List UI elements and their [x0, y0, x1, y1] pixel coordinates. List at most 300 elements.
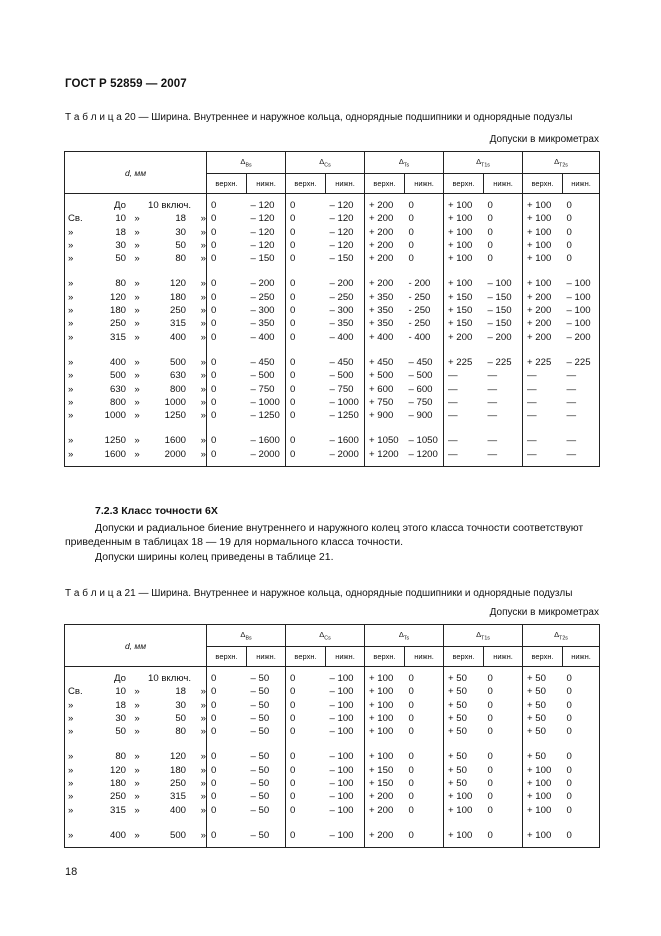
tolerance-value: – 400: [329, 331, 354, 343]
gap-cell: [207, 422, 247, 434]
tolerance-value: + 100: [444, 804, 484, 817]
range-to: 80: [175, 726, 186, 738]
range-prefix: Св.: [68, 213, 83, 225]
tolerance-value: – 500: [250, 370, 275, 382]
delta-subscript: T1s: [481, 162, 490, 169]
range-prefix: »: [68, 712, 74, 724]
tolerance-value: + 100: [523, 226, 563, 239]
tolerance-value: – 300: [250, 305, 275, 317]
tolerance-value: 0: [566, 712, 572, 724]
range-ditto-1: »: [134, 356, 140, 368]
tolerance-value: 0: [487, 829, 493, 841]
spacer-cell: [365, 461, 405, 467]
tolerance-value: - 400: [408, 331, 431, 343]
table-row: [65, 239, 600, 252]
tolerance-value: 0: [408, 213, 414, 225]
group-gap-row: [65, 344, 600, 356]
header-group-4: [523, 625, 600, 647]
range-prefix: »: [68, 226, 74, 238]
tolerance-value: 0: [207, 764, 247, 777]
diameter-range: [65, 448, 207, 461]
range-to: 1250: [164, 410, 186, 422]
tolerance-value: + 50: [523, 750, 563, 763]
range-ditto-1: »: [134, 331, 140, 343]
delta-subscript: Ts: [403, 162, 410, 169]
tolerance-value: 0: [286, 331, 326, 344]
delta-symbol: Δ: [240, 156, 246, 166]
tolerance-value: 0: [207, 434, 247, 447]
header-group-0: [207, 625, 286, 647]
tolerance-value: 0: [207, 277, 247, 290]
diameter-range: [65, 239, 207, 252]
diameter-range-text: [65, 277, 206, 290]
range-from: 10: [115, 213, 126, 225]
range-prefix: [65, 672, 98, 685]
tolerance-value: 0: [286, 317, 326, 330]
range-to: 500: [169, 356, 186, 368]
diameter-range: [65, 317, 207, 330]
diameter-range: [65, 383, 207, 396]
tolerance-value: 0: [408, 673, 414, 684]
tolerance-value: 0: [286, 409, 326, 422]
tolerance-value: 0: [286, 790, 326, 803]
tolerance-value: 0: [566, 226, 572, 238]
range-to: 250: [169, 305, 186, 317]
group-gap-row: [65, 265, 600, 277]
gap-cell: [444, 344, 484, 356]
tolerance-value: + 750: [365, 396, 405, 409]
tolerance-value: —: [444, 369, 484, 382]
tolerance-value: – 500: [408, 370, 433, 382]
tolerance-value: —: [523, 396, 563, 409]
tolerance-value: – 100: [566, 318, 591, 330]
range-prefix: »: [68, 751, 74, 763]
range-ditto-1: »: [134, 686, 140, 698]
tolerance-value: – 1050: [408, 435, 438, 447]
tolerance-value: 0: [286, 252, 326, 265]
tolerance-value: 0: [408, 226, 414, 238]
document-id: ГОСТ Р 52859 — 2007: [65, 78, 187, 90]
gap-cell: [65, 265, 207, 277]
tolerance-value: – 750: [250, 383, 275, 395]
diameter-range: [65, 685, 207, 698]
tolerance-value: —: [444, 383, 484, 396]
range-ditto-1: [126, 199, 148, 212]
diameter-range: [65, 199, 207, 212]
tolerance-value: – 300: [329, 305, 354, 317]
tolerance-value: – 150: [329, 253, 354, 265]
range-ditto-1: »: [134, 712, 140, 724]
spacer-cell: [326, 842, 365, 848]
tolerance-value: + 400: [365, 331, 405, 344]
gap-cell: [207, 738, 247, 750]
tolerance-value: – 50: [250, 751, 270, 763]
range-prefix: »: [68, 278, 74, 290]
tolerance-value: 0: [286, 750, 326, 763]
tolerance-value: + 100: [523, 239, 563, 252]
tolerance-value: 0: [566, 804, 572, 816]
tolerance-value: + 200: [444, 331, 484, 344]
header-group-3: [444, 625, 523, 647]
tolerance-value: + 50: [444, 777, 484, 790]
tolerance-value: —: [444, 448, 484, 461]
tolerance-value: 0: [207, 699, 247, 712]
range-ditto-2: »: [200, 226, 206, 238]
range-ditto-2: »: [200, 213, 206, 225]
table-row: [65, 750, 600, 763]
tolerance-value: – 50: [250, 699, 270, 711]
table-row: [65, 277, 600, 290]
tolerance-value: 0: [566, 673, 572, 684]
gap-cell: [247, 265, 286, 277]
range-ditto-2: »: [200, 751, 206, 763]
gap-cell: [207, 265, 247, 277]
tolerance-value: 0: [408, 699, 414, 711]
range-ditto-2: »: [200, 291, 206, 303]
table-row: [65, 304, 600, 317]
tolerance-value: + 100: [444, 212, 484, 225]
tolerance-value: 0: [286, 672, 326, 685]
tolerance-value: —: [487, 435, 498, 447]
range-from: 250: [109, 791, 126, 803]
tolerance-value: – 200: [329, 278, 354, 290]
tolerance-value: – 50: [250, 726, 270, 738]
tolerance-value: 0: [408, 239, 414, 251]
tolerance-value: 0: [566, 764, 572, 776]
spacer-cell: [247, 461, 286, 467]
tolerance-value: – 100: [487, 278, 512, 290]
group-gap-row: [65, 817, 600, 829]
delta-symbol: Δ: [476, 156, 482, 166]
range-ditto-1: »: [134, 239, 140, 251]
table-row: [65, 252, 600, 265]
tolerance-value: – 100: [566, 305, 591, 317]
header-limit-0: верхн.: [207, 174, 247, 194]
diameter-range-text: [65, 790, 206, 803]
range-to: 630: [169, 370, 186, 382]
range-from: 10: [115, 686, 126, 698]
tolerance-value: 0: [487, 764, 493, 776]
tolerance-value: – 150: [487, 305, 512, 317]
header-limit-3: нижн.: [326, 647, 365, 667]
table-row: [65, 685, 600, 698]
tolerance-value: 0: [408, 726, 414, 738]
diameter-range-text: [65, 829, 206, 842]
gap-cell: [405, 422, 444, 434]
group-gap-row: [65, 422, 600, 434]
range-prefix: »: [68, 699, 74, 711]
table-row: [65, 434, 600, 447]
range-ditto-2: »: [200, 239, 206, 251]
tolerance-value: + 200: [365, 829, 405, 842]
gap-cell: [207, 344, 247, 356]
range-ditto-2: »: [200, 448, 206, 460]
range-ditto-1: [126, 672, 148, 685]
range-prefix: »: [68, 253, 74, 265]
tolerance-value: – 100: [329, 764, 354, 776]
gap-cell: [207, 817, 247, 829]
range-from: 120: [109, 291, 126, 303]
tolerance-value: 0: [286, 725, 326, 738]
tolerance-value: 0: [286, 829, 326, 842]
spacer-cell: [326, 461, 365, 467]
range-from: 18: [115, 699, 126, 711]
tolerance-value: —: [523, 448, 563, 461]
tolerance-value: – 100: [329, 829, 354, 841]
spacer-cell: [247, 842, 286, 848]
tolerance-value: + 50: [444, 712, 484, 725]
tolerance-value: —: [487, 396, 498, 408]
tolerance-value: – 225: [487, 356, 512, 368]
tolerance-value: + 350: [365, 317, 405, 330]
tolerance-value: – 200: [487, 331, 512, 343]
range-ditto-2: »: [200, 712, 206, 724]
diameter-range-text: [65, 409, 206, 422]
gap-cell: [65, 344, 207, 356]
range-to: 50: [175, 712, 186, 724]
tolerance-value: —: [523, 369, 563, 382]
tolerance-value: + 150: [444, 304, 484, 317]
tolerance-value: + 100: [444, 239, 484, 252]
table-row: [65, 226, 600, 239]
range-ditto-2: »: [200, 699, 206, 711]
tolerance-value: – 450: [329, 356, 354, 368]
spacer-cell: [65, 461, 207, 467]
diameter-range: [65, 226, 207, 239]
range-to: 50: [175, 239, 186, 251]
spacer-cell: [563, 461, 600, 467]
range-to: 800: [169, 383, 186, 395]
table-row: [65, 672, 600, 685]
range-from: 315: [109, 804, 126, 816]
tolerance-value: + 100: [444, 226, 484, 239]
tolerance-value: 0: [286, 291, 326, 304]
range-ditto-1: »: [134, 726, 140, 738]
tolerance-value: 0: [566, 200, 572, 211]
tolerance-value: + 50: [444, 699, 484, 712]
header-limit-1: нижн.: [247, 647, 286, 667]
table-row: [65, 790, 600, 803]
tolerance-value: 0: [566, 253, 572, 265]
tolerance-value: – 100: [566, 278, 591, 290]
diameter-range-text: [65, 317, 206, 330]
delta-subscript: Cs: [324, 162, 331, 169]
tolerance-value: + 100: [523, 790, 563, 803]
spacer-cell: [207, 461, 247, 467]
table-row: [65, 804, 600, 817]
diameter-range-text: [65, 764, 206, 777]
range-from: До: [114, 200, 126, 211]
range-prefix: »: [68, 383, 74, 395]
tolerance-value: 0: [207, 212, 247, 225]
range-ditto-1: »: [134, 778, 140, 790]
tolerance-value: 0: [487, 791, 493, 803]
tolerance-value: 0: [207, 304, 247, 317]
tolerance-value: - 250: [408, 318, 431, 330]
range-from: 800: [109, 396, 126, 408]
tolerance-value: 0: [207, 199, 247, 212]
range-from: 30: [115, 239, 126, 251]
table-row: [65, 369, 600, 382]
range-ditto-2: »: [200, 410, 206, 422]
tolerance-value: + 50: [523, 672, 563, 685]
diameter-range: [65, 672, 207, 685]
tolerance-value: 0: [487, 751, 493, 763]
spacer-cell: [65, 842, 207, 848]
tolerance-value: 0: [207, 383, 247, 396]
table-21-caption: Т а б л и ц а 21 — Ширина. Внутреннее и наружное кольца, однорядные подшипники и однорядные подузлы: [65, 588, 573, 599]
range-prefix: »: [68, 410, 74, 422]
paragraph-2: Допуски ширины колец приведены в таблице 21.: [95, 551, 334, 563]
range-ditto-1: »: [134, 804, 140, 816]
gap-cell: [247, 422, 286, 434]
diameter-range: [65, 764, 207, 777]
tolerance-value: —: [566, 448, 577, 460]
range-to: 400: [169, 331, 186, 343]
gap-cell: [484, 344, 523, 356]
tolerance-value: + 150: [365, 764, 405, 777]
tolerance-value: 0: [408, 686, 414, 698]
range-ditto-2: »: [200, 686, 206, 698]
gap-cell: [365, 738, 405, 750]
range-ditto-2: »: [200, 383, 206, 395]
tolerance-value: 0: [207, 252, 247, 265]
range-from: 1600: [104, 448, 126, 460]
gap-cell: [326, 344, 365, 356]
tolerance-value: + 200: [365, 252, 405, 265]
tolerance-value: – 120: [329, 200, 354, 211]
table-row: [65, 396, 600, 409]
table-row: [65, 356, 600, 369]
tolerance-value: + 450: [365, 356, 405, 369]
paragraph-1-line-2: приведенным в таблицах 18 — 19 для нормального класса точности.: [65, 536, 404, 548]
gap-cell: [563, 817, 600, 829]
tolerance-value: —: [444, 396, 484, 409]
gap-cell: [65, 738, 207, 750]
header-group-4: [523, 152, 600, 174]
header-limit-2: верхн.: [286, 174, 326, 194]
tolerance-value: —: [487, 370, 498, 382]
tolerance-value: – 120: [329, 226, 354, 238]
tolerance-value: – 100: [329, 791, 354, 803]
range-ditto-2: »: [200, 791, 206, 803]
header-group-2: [365, 625, 444, 647]
page-number: 18: [65, 866, 78, 878]
tolerance-value: + 100: [365, 699, 405, 712]
spacer-cell: [484, 842, 523, 848]
tolerance-value: 0: [286, 712, 326, 725]
range-ditto-1: »: [134, 829, 140, 841]
tolerance-value: + 100: [523, 252, 563, 265]
tolerance-value: 0: [207, 448, 247, 461]
gap-cell: [326, 817, 365, 829]
tolerance-value: – 1600: [329, 435, 359, 447]
range-to: 500: [169, 829, 186, 841]
diameter-range: [65, 212, 207, 225]
tolerance-value: – 600: [408, 383, 433, 395]
tolerance-value: 0: [286, 199, 326, 212]
tolerance-value: —: [523, 383, 563, 396]
gap-cell: [405, 738, 444, 750]
tolerance-value: —: [566, 410, 577, 422]
spacer-cell: [405, 842, 444, 848]
tolerance-value: 0: [207, 226, 247, 239]
tolerance-value: – 2000: [329, 448, 359, 460]
gap-cell: [523, 422, 563, 434]
diameter-range-text: [65, 252, 206, 265]
tolerance-value: + 100: [444, 277, 484, 290]
range-from: 120: [109, 764, 126, 776]
range-from: 400: [109, 829, 126, 841]
tolerance-value: + 100: [523, 764, 563, 777]
tolerance-value: + 150: [444, 291, 484, 304]
diameter-range: [65, 829, 207, 842]
tolerance-value: 0: [207, 369, 247, 382]
range-prefix: »: [68, 791, 74, 803]
range-ditto-1: »: [134, 253, 140, 265]
range-ditto-2: »: [200, 305, 206, 317]
tolerance-value: – 120: [329, 213, 354, 225]
tolerance-value: + 50: [444, 685, 484, 698]
table-21: [64, 624, 600, 848]
range-from: 315: [109, 331, 126, 343]
table-20-units: Допуски в микрометрах: [489, 134, 599, 145]
tolerance-value: - 250: [408, 291, 431, 303]
tolerance-value: 0: [207, 790, 247, 803]
tolerance-value: – 250: [329, 291, 354, 303]
spacer-cell: [444, 461, 484, 467]
tolerance-value: 0: [408, 778, 414, 790]
range-from: 18: [115, 226, 126, 238]
range-ditto-1: »: [134, 764, 140, 776]
tolerance-value: 0: [286, 434, 326, 447]
gap-cell: [365, 817, 405, 829]
tolerance-value: + 200: [365, 239, 405, 252]
tolerance-value: 0: [487, 699, 493, 711]
tolerance-value: + 100: [444, 829, 484, 842]
header-group-2: [365, 152, 444, 174]
range-prefix: »: [68, 778, 74, 790]
tolerance-value: 0: [207, 396, 247, 409]
tolerance-value: 0: [286, 764, 326, 777]
tolerance-value: + 500: [365, 369, 405, 382]
tolerance-value: + 100: [523, 212, 563, 225]
tolerance-value: 0: [408, 804, 414, 816]
range-ditto-1: »: [134, 396, 140, 408]
gap-cell: [247, 738, 286, 750]
range-to: 18: [175, 213, 186, 225]
tolerance-value: – 225: [566, 356, 591, 368]
tolerance-value: —: [566, 435, 577, 447]
delta-subscript: T2s: [559, 162, 568, 169]
spacer-cell: [365, 842, 405, 848]
header-limit-7: нижн.: [484, 647, 523, 667]
tolerance-value: – 1250: [329, 410, 359, 422]
diameter-range: [65, 331, 207, 344]
tolerance-value: —: [566, 396, 577, 408]
tolerance-value: – 350: [250, 318, 275, 330]
header-limit-7: нижн.: [484, 174, 523, 194]
tolerance-value: + 1050: [365, 434, 405, 447]
tolerance-value: 0: [566, 791, 572, 803]
range-ditto-2: »: [200, 778, 206, 790]
tolerance-value: – 400: [250, 331, 275, 343]
tolerance-value: 0: [566, 751, 572, 763]
diameter-range: [65, 252, 207, 265]
table-row: [65, 383, 600, 396]
diameter-range-text: [65, 239, 206, 252]
gap-cell: [286, 738, 326, 750]
